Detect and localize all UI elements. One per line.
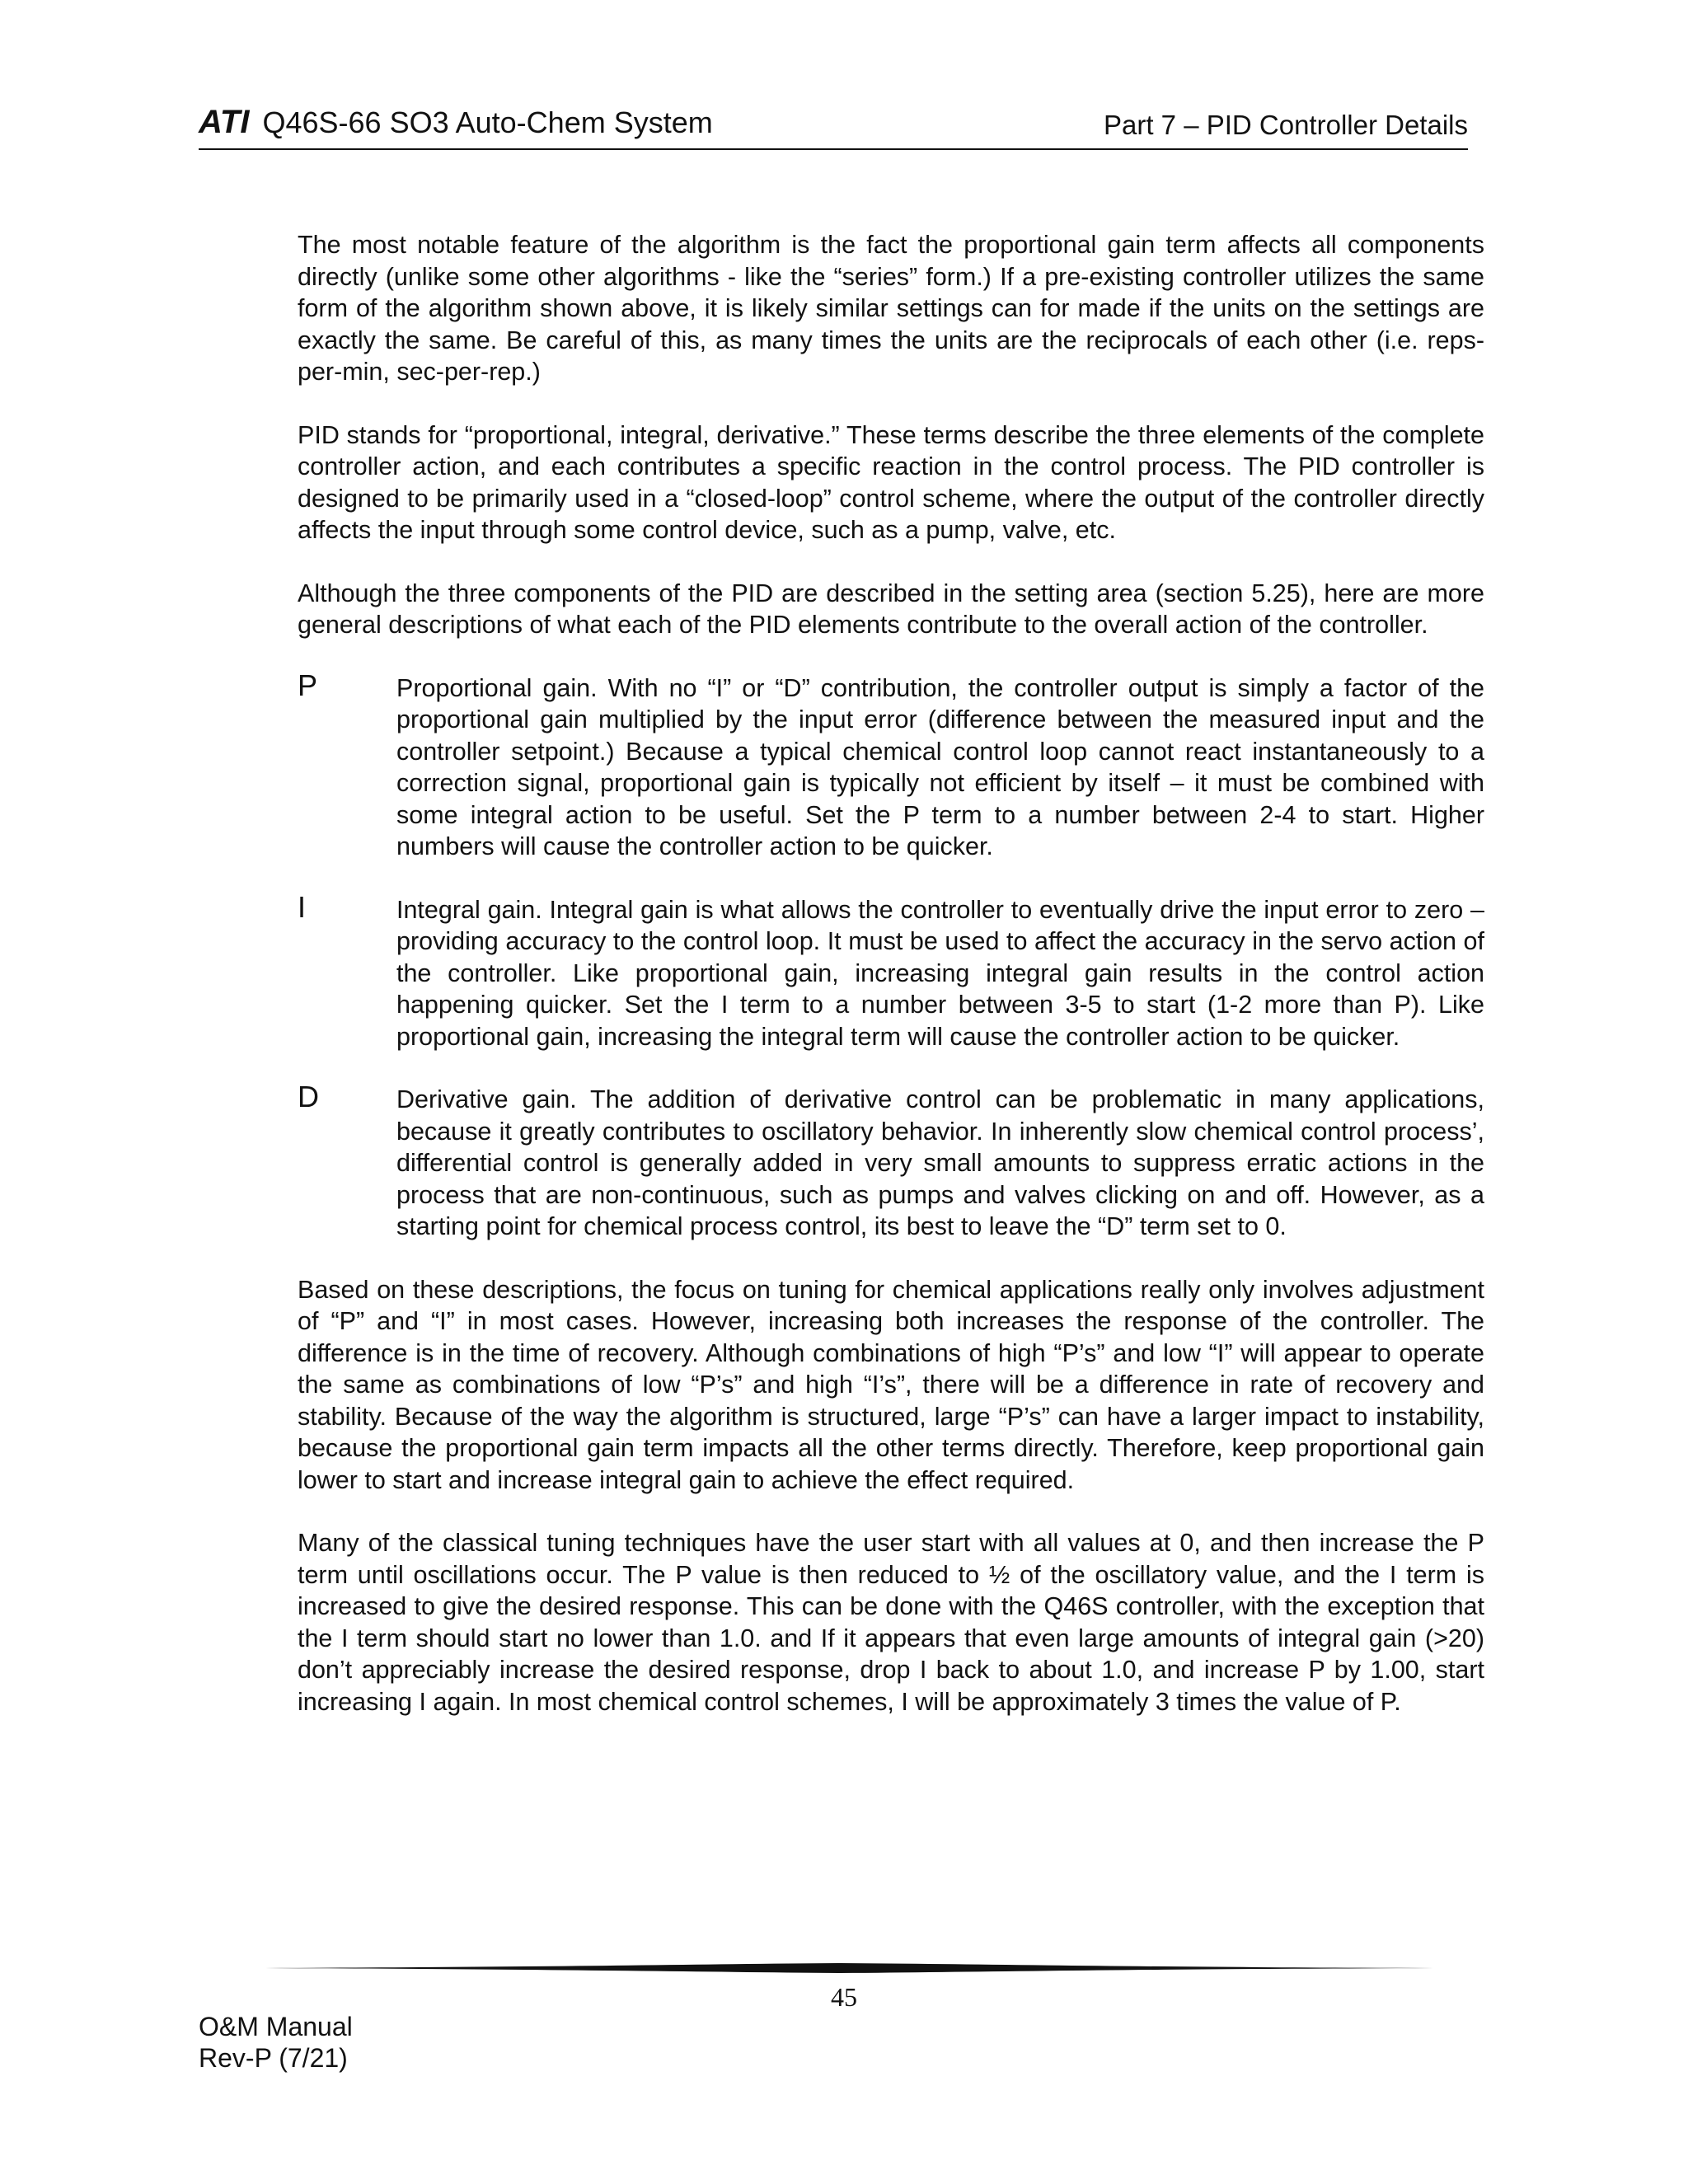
document-title [199, 104, 713, 141]
brand-logo: ATI [199, 104, 250, 140]
manual-label: O&M Manual [199, 2012, 353, 2041]
definition-term: P [298, 668, 318, 702]
definition-text: Derivative gain. The addition of derivative control can be problematic in many applications, because it greatly contributes to oscillatory behavior. In inherently slow chemical control process’, differential control is generally added in very small amounts to suppress erratic actions in the process that are non-continuous, such as pumps and valves clicking on and off. However, as a starting point for chemical process control, its best to leave the “D” term set to 0. [396, 1085, 1484, 1240]
definition-term: I [298, 889, 307, 924]
page-content [298, 229, 1484, 1749]
definition-text: Proportional gain. With no “I” or “D” contribution, the controller output is simply a factor of the proportional gain multiplied by the input error (difference between the measured input and the controller setpoint.) Because a typical chemical control loop cannot react instantaneously to a correction signal, proportional gain is typically not efficient by itself – it must be combined with some integral action to be useful. Set the P term to a number between 2-4 to start. Higher numbers will cause the controller action to be quicker. [396, 673, 1484, 860]
paragraph: Although the three components of the PID are described in the setting area (section 5.25), here are more general descriptions of what each of the PID elements contribute to the overall action of the controller. [298, 579, 1484, 639]
definition-item [298, 1080, 1484, 1243]
paragraph: Many of the classical tuning techniques have the user start with all values at 0, and then increase the P term until oscillations occur. The P value is then reduced to ½ of the oscillatory value, and the I term is increased to give the desired response. This can be done with the Q46S controller, with the exception that the I term should start no lower than 1.0. and If it appears that even large amounts of integral gain (>20) don’t appreciably increase the desired response, drop I back to about 1.0, and increase P by 1.00, start increasing I again. In most chemical control schemes, I will be approximately 3 times the value of P. [298, 1529, 1484, 1716]
definition-term: D [298, 1080, 319, 1113]
revision-label: Rev-P (7/21) [199, 2043, 348, 2073]
paragraph: Based on these descriptions, the focus on tuning for chemical applications really only involves adjustment of “P” and “I” in most cases. However, increasing both increases the response of the controller. The difference is in the time of recovery. Although combinations of high “P’s” and low “I” will appear to operate the same as combinations of low “P’s” and high “I’s”, there will be a difference in rate of recovery and stability. Because of the way the algorithm is structured, large “P’s” can have a larger impact to instability, because the proportional gain term impacts all the other terms directly. Therefore, keep proportional gain lower to start and increase integral gain to achieve the effect required. [298, 1275, 1484, 1494]
product-title: Q46S-66 SO3 Auto-Chem System [262, 105, 713, 139]
section-title: Part 7 – PID Controller Details [1103, 110, 1468, 140]
footer-divider [247, 1961, 1434, 1975]
page-number: 45 [831, 1982, 857, 2012]
definition-item [298, 668, 1484, 863]
footer-info [199, 2011, 353, 2074]
page-header [199, 104, 1468, 150]
definition-item [298, 889, 1484, 1053]
definition-text: Integral gain. Integral gain is what allows the controller to eventually drive the input error to zero – providing accuracy to the control loop. It must be used to affect the accuracy in the servo action of the controller. Like proportional gain, increasing integral gain results in the control action happening quicker. Set the I term to a number between 3-5 to start (1-2 more than P). Like proportional gain, increasing the integral term will cause the controller action to be quicker. [396, 895, 1484, 1051]
paragraph: The most notable feature of the algorithm is the fact the proportional gain term affects all components directly (unlike some other algorithms - like the “series” form.) If a pre-existing controller utilizes the same form of the algorithm shown above, it is likely similar settings can for made if the units on the settings are exactly the same. Be careful of this, as many times the units are the reciprocals of each other (i.e. reps-per-min, sec-per-rep.) [298, 231, 1484, 386]
paragraph: PID stands for “proportional, integral, derivative.” These terms describe the three elements of the complete controller action, and each contributes a specific reaction in the control process. The PID controller is designed to be primarily used in a “closed-loop” control scheme, where the output of the controller directly affects the input through some control device, such as a pump, valve, etc. [298, 420, 1484, 544]
